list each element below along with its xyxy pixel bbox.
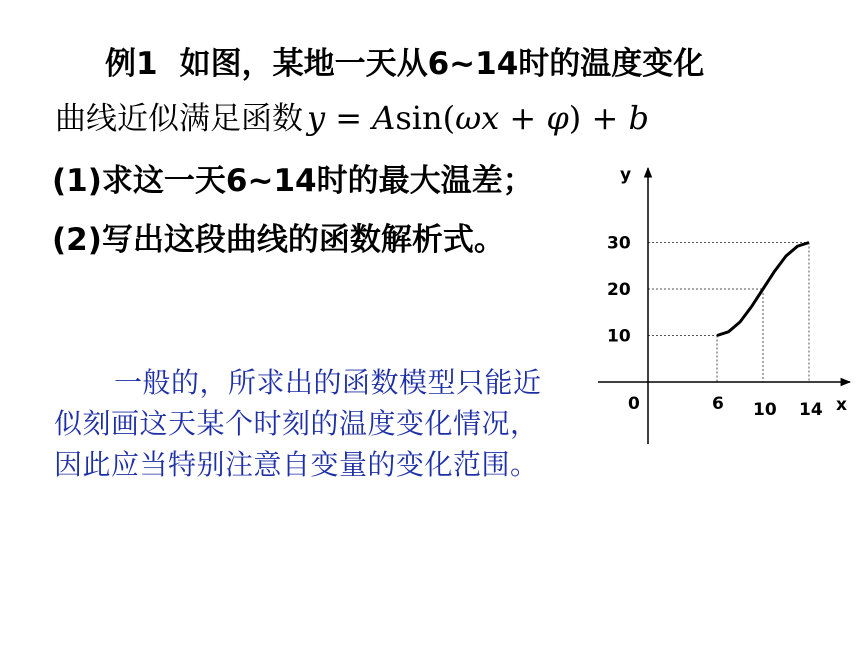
- example-label: 例1: [105, 46, 158, 82]
- x-tick-label: 6: [712, 394, 724, 414]
- y-tick-label: 30: [607, 233, 631, 254]
- y-tick-label: 10: [607, 326, 631, 347]
- formula-omega: ω: [455, 99, 482, 137]
- formula-y: y: [307, 99, 326, 137]
- formula-A: A: [372, 99, 396, 137]
- question-2: (2)写出这段曲线的函数解析式。: [52, 222, 505, 258]
- formula-plus: +: [499, 99, 547, 137]
- y-axis-label: y: [620, 165, 632, 185]
- question-1: (1)求这一天6~14时的最大温差；: [52, 163, 534, 199]
- note-paragraph: 一般的，所求出的函数模型只能近似刻画这天某个时刻的温度变化情况，因此应当特别注意自变量的变化范围。: [54, 366, 542, 481]
- tick-labels: [607, 234, 823, 421]
- problem-intro: 如图，某地一天从6~14时的温度变化: [179, 46, 705, 82]
- formula-b: b: [628, 99, 649, 137]
- formula-eq: =: [325, 99, 373, 137]
- x-axis-label: x: [836, 395, 847, 415]
- x-tick-label: 10: [753, 400, 777, 420]
- formula-x: x: [481, 99, 500, 137]
- origin-label: 0: [628, 394, 640, 414]
- dashed-guides: [648, 243, 809, 383]
- y-tick-label: 20: [607, 280, 631, 300]
- x-tick-label: 14: [799, 400, 823, 420]
- formula-close: ) +: [568, 99, 629, 137]
- function-prefix: 曲线近似满足函数: [55, 101, 303, 137]
- formula-phi: φ: [546, 99, 569, 137]
- formula-sin: sin(: [395, 99, 456, 137]
